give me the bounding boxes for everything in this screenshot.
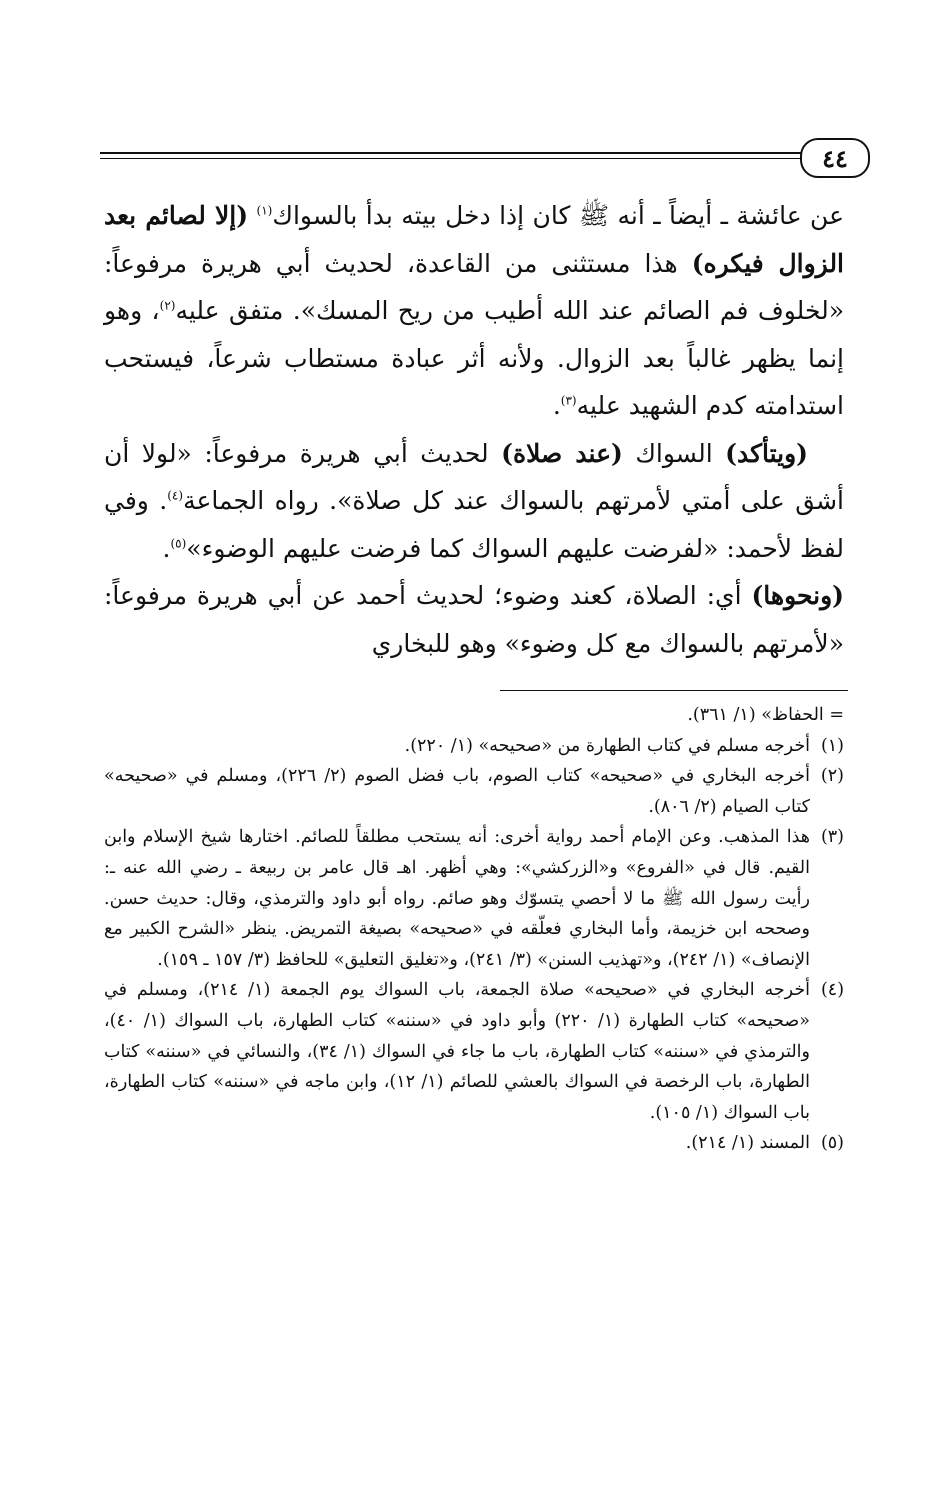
footnote-text: المسند (١/ ٢١٤). — [685, 1133, 810, 1154]
footnote-text: = الحفاظ» (١/ ٣٦١). — [687, 705, 844, 725]
page-header — [100, 138, 870, 178]
footnote-continued — [104, 700, 844, 731]
footnote-number: (٢) — [820, 766, 844, 787]
footnote-4 — [104, 975, 844, 1128]
footnote-number: (١) — [820, 735, 844, 756]
text-run: هذا مستثنى من القاعدة، لحديث أبي هريرة مرفوعاً: «لخلوف فم الصائم عند الله أطيب من ريح المسك». متفق عليه — [104, 248, 844, 325]
footnote-text: أخرجه البخاري في «صحيحه» كتاب الصوم، باب فضل الصوم (٢/ ٢٢٦)، ومسلم في «صحيحه» كتاب الصيام (٢/ ٨٠٦). — [104, 766, 810, 817]
text-run — [248, 201, 256, 230]
footnote-ref-2[interactable]: (٢) — [159, 298, 176, 313]
footnote-ref-1[interactable]: (١) — [256, 203, 273, 218]
header-rule-thin — [100, 158, 808, 159]
text-run: لحديث أبي هريرة مرفوعاً: «لولا أن أشق على أمتي لأمرتهم بالسواك عند كل صلاة». رواه الجماعة — [104, 438, 844, 515]
footnote-separator — [500, 690, 848, 691]
text-run: أي: الصلاة، كعند وضوء؛ لحديث أحمد عن أبي هريرة مرفوعاً: «لأمرتهم بالسواك مع كل وضوء» وهو للبخاري — [104, 581, 844, 658]
footnote-ref-4[interactable]: (٤) — [167, 488, 184, 503]
footnote-number: (٤) — [820, 980, 845, 1001]
matn-text: (عند صلاة) — [501, 438, 623, 468]
footnote-5 — [104, 1128, 844, 1159]
header-rule — [100, 152, 808, 154]
paragraph-1 — [104, 192, 844, 430]
footnote-text: هذا المذهب. وعن الإمام أحمد رواية أخرى: أنه يستحب مطلقاً للصائم. اختارها شيخ الإسلام وابن القيم. قال في «الفروع» و«الزركشي»: وهي أظهر. اهـ قال عامر بن ربيعة ـ رضي الله عنه ـ: رأيت رسول الله ﷺ ما لا أحصي يتسوّك وهو صائم. رواه أبو داود والترمذي، وقال: حديث حسن. وصححه ابن خزيمة، وأما البخاري فعلّقه في «صحيحه» بصيغة التمريض. ينظر «الشرح الكبير مع الإنصاف» (١/ ٢٤٢)، و«تهذيب السنن» (٣/ ٢٤١)، و«تغليق التعليق» للحافظ (٣/ ١٥٧ ـ ١٥٩). — [104, 827, 810, 970]
footnote-1 — [104, 731, 844, 762]
footnote-number: (٥) — [820, 1133, 844, 1154]
footnote-ref-3[interactable]: (٣) — [560, 393, 577, 408]
footnote-3 — [104, 822, 844, 975]
text-run: . — [552, 391, 561, 420]
paragraph-2 — [104, 430, 844, 573]
footnotes — [104, 700, 844, 1159]
footnote-ref-5[interactable]: (٥) — [170, 536, 187, 551]
footnote-text: أخرجه البخاري في «صحيحه» صلاة الجمعة، باب السواك يوم الجمعة (١/ ٢١٤)، ومسلم في «صحيحه» كتاب الطهارة (١/ ٢٢٠) وأبو داود في «سننه» كتاب الطهارة، باب السواك (١/ ٤٠)، والترمذي في «سننه» كتاب الطهارة، باب ما جاء في السواك (١/ ٣٤)، والنسائي في «سننه» كتاب الطهارة، باب الرخصة في السواك بالعشي للصائم (١/ ١٢)، وابن ماجه في «سننه» كتاب الطهارة، باب السواك (١/ ١٠٥). — [104, 980, 811, 1123]
footnote-text: أخرجه مسلم في كتاب الطهارة من «صحيحه» (١/ ٢٢٠). — [404, 735, 810, 756]
matn-text: (ونحوها) — [751, 581, 844, 610]
footnote-number: (٣) — [820, 827, 844, 848]
paragraph-3 — [104, 572, 844, 667]
matn-text: (ويتأكد) — [725, 438, 808, 468]
matn-text: (إلا لصائم بعد الزوال فيكره) — [104, 201, 845, 278]
page-number: ٤٤ — [800, 138, 870, 178]
text-run: ، وهو إنما يظهر غالباً بعد الزوال. ولأنه أثر عبادة مستطاب شرعاً، فيستحب استدامته كدم الشهيد عليه — [104, 296, 844, 420]
main-text — [104, 192, 844, 667]
text-run: السواك — [622, 438, 726, 468]
text-run: عن عائشة ـ أيضاً ـ أنه ﷺ كان إذا دخل بيته بدأ بالسواك — [272, 201, 844, 230]
footnote-2 — [104, 761, 844, 822]
text-run: . وفي لفظ لأحمد: «لفرضت عليهم السواك كما فرضت عليهم الوضوء» — [104, 486, 844, 563]
text-run: . — [162, 533, 171, 563]
